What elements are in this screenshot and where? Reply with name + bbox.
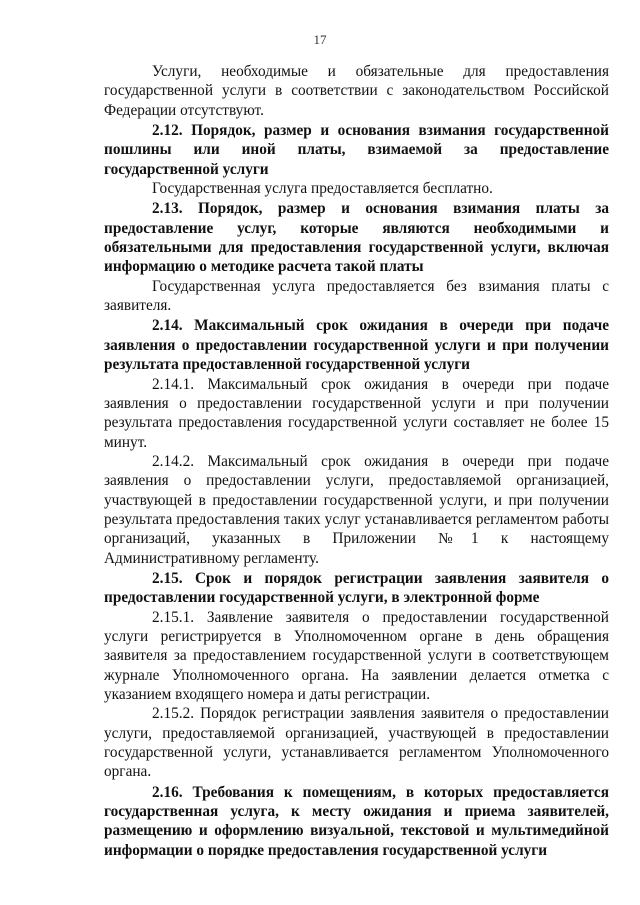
document-body bbox=[104, 62, 609, 860]
heading-2-14: 2.14. Максимальный срок ожидания в очереди при подаче заявления о предоставлении государственной услуги и при получении результата предоставленной государственной услуги bbox=[104, 317, 609, 374]
heading-2-13: 2.13. Порядок, размер и основания взимания платы за предоставление услуг, которые являются необходимыми и обязательными для предоставления государственной услуги, включая информацию о методике расчета такой платы bbox=[104, 200, 609, 276]
paragraph-2-15-1: 2.15.1. Заявление заявителя о предоставлении государственной услуги регистрируется в Уполномоченном органе в день обращения заявителя за предоставлением государственной услуги в соответствующем журнале Уполномоченного органа. На заявлении делается отметка с указанием входящего номера и даты регистрации. bbox=[104, 608, 609, 703]
paragraph-2-14-2: 2.14.2. Максимальный срок ожидания в очереди при подаче заявления о предоставлении услуги, предоставляемой организацией, участвующей в предоставлении государственной услуги, и при получении результата предоставления таких услуг устанавливается регламентом работы организаций, указанных в Приложении №1 к настоящему Административному регламенту. bbox=[104, 452, 609, 567]
paragraph-2-15-2: 2.15.2. Порядок регистрации заявления заявителя о предоставлении услуги, предоставляемой организацией, участвующей в предоставлении государственной услуги, устанавливается регламентом Уполномоченного органа. bbox=[104, 705, 609, 781]
heading-2-16: 2.16. Требования к помещениям, в которых предоставляется государственная услуга, к месту ожидания и приема заявителей, размещению и оформлению визуальной, текстовой и мультимедийной информации о порядке предоставления государственной услуги bbox=[104, 783, 609, 859]
paragraph-services-absent: Услуги, необходимые и обязательные для предоставления государственной услуги в соответствии с законодательством Российской Федерации отсутствуют. bbox=[104, 63, 609, 119]
page-number: 17 bbox=[313, 32, 327, 47]
heading-2-12: 2.12. Порядок, размер и основания взимания государственной пошлины или иной платы, взимаемой за предоставление государственной услуги bbox=[104, 122, 609, 178]
heading-2-15: 2.15. Срок и порядок регистрации заявления заявителя о предоставлении государственной услуги, в электронной форме bbox=[104, 569, 609, 607]
paragraph-2-12: Государственная услуга предоставляется бесплатно. bbox=[152, 180, 493, 198]
paragraph-2-13: Государственная услуга предоставляется без взимания платы с заявителя. bbox=[104, 277, 609, 315]
paragraph-2-14-1: 2.14.1. Максимальный срок ожидания в очереди при подаче заявления о предоставлении государственной услуги и при получении результата предоставления государственной услуги составляет не более 15 минут. bbox=[104, 375, 609, 451]
